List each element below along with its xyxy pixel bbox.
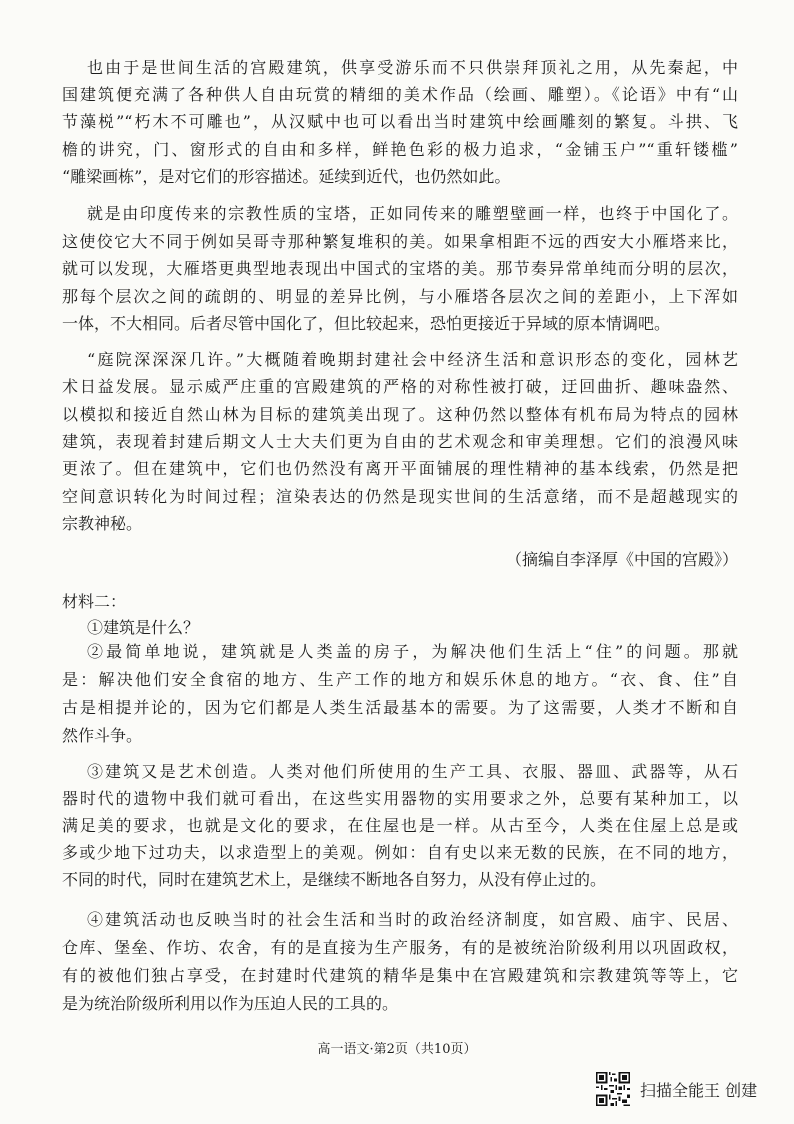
p1-line: 也由于是世间生活的宫殿建筑，供享受游乐而不只供崇拜顶礼之用，从先秦起，中	[87, 58, 738, 77]
p2-line: 一体，不大相同。后者尽管中国化了，但比较起来，恐怕更接近于异域的原本情调吧。	[62, 314, 671, 333]
p2-line: 那每个层次之间的疏朗的、明显的差异比例，与小雁塔各层次之间的差距小，上下浑如	[62, 286, 738, 306]
source-line: （摘编自李泽厚《中国的宫殿》）	[505, 550, 738, 569]
p1-line: 国建筑便充满了各种供人自由玩赏的精细的美术作品（绘画、雕塑）。《论语》中有“山	[62, 85, 738, 105]
p2-line: 就可以发现，大雁塔更典型地表现出中国式的宝塔的美。那节奏异常单纯而分明的层次，	[62, 259, 738, 278]
p3-line: “庭院深深深几许。”大概随着晚期封建社会中经济生活和意识形态的变化，园林艺	[87, 350, 738, 369]
q3-line: ③建筑又是艺术创造。人类对他们所使用的生产工具、衣服、器皿、武器等，从石	[87, 762, 738, 781]
q3-line: 多或少地下过功夫，以求造型上的美观。例如：自有史以来无数的民族，在不同的地方，	[62, 843, 738, 862]
q4-line: 有的被他们独占享受，在封建时代建筑的精华是集中在宫殿建筑和宗教建筑等等上，它	[62, 966, 738, 985]
p2-line: 这使佼它大不同于例如吴哥寺那种繁复堆积的美。如果拿相距不远的西安大小雁塔来比，	[62, 231, 738, 251]
q2-line: ②最简单地说，建筑就是人类盖的房子，为解决他们生活上“住”的问题。那就	[87, 642, 738, 661]
q1-line: ①建筑是什么？	[87, 618, 200, 637]
material2-line: 材料二：	[62, 592, 127, 611]
p2-line: 就是由印度传来的宗教性质的宝塔，正如同传来的雕塑壁画一样，也终于中国化了。	[87, 204, 738, 223]
qr-code-icon	[596, 1072, 630, 1106]
q2-line: 然作斗争。	[62, 726, 143, 745]
p3-line: 空间意识转化为时间过程；渲染表达的仍然是现实世间的生活意绪，而不是超越现实的	[62, 486, 738, 506]
q4-line: 是为统治阶级所利用以作为压迫人民的工具的。	[62, 994, 399, 1013]
p3-line: 术日益发展。显示威严庄重的宫殿建筑的严格的对称性被打破，迂回曲折、趣味盎然、	[62, 377, 738, 397]
p1-line: “雕梁画栋”，是对它们的形容描述。延续到近代，也仍然如此。	[62, 166, 511, 186]
q2-line: 古是相提并论的，因为它们都是人类生活最基本的需要。为了这需要，人类才不断和自	[62, 698, 738, 717]
q2-line: 是：解决他们安全食宿的地方、生产工作的地方和娱乐休息的地方。“衣、食、住”自	[62, 670, 738, 689]
p3-line: 更浓了。但在建筑中，它们也仍然没有离开平面铺展的理性精神的基本线索，仍然是把	[62, 459, 738, 479]
scanner-label: 扫描全能王 创建	[640, 1080, 758, 1100]
p1-line: 节藻棁”“朽木不可雕也”，从汉赋中也可以看出当时建筑中绘画雕刻的繁复。斗拱、飞	[62, 112, 738, 132]
p3-line: 宗教神秘。	[62, 513, 143, 533]
q3-line: 器时代的遗物中我们就可看出，在这些实用器物的实用要求之外，总要有某种加工，以	[62, 789, 738, 808]
p1-line: 檐的讲究，门、窗形式的自由和多样，鲜艳色彩的极力追求，“金铺玉户”“重轩镂槛”	[62, 139, 738, 159]
scanner-watermark	[596, 1071, 757, 1107]
q4-line: ④建筑活动也反映当时的社会生活和当时的政治经济制度，如宫殿、庙宇、民居、	[87, 910, 738, 929]
p3-line: 以模拟和接近自然山林为目标的建筑美出现了。这种仍然以整体有机布局为特点的园林	[62, 404, 738, 424]
q3-line: 不同的时代，同时在建筑艺术上，是继续不断地各自努力，从没有停止过的。	[62, 870, 607, 889]
p3-line: 建筑，表现着封建后期文人士大夫们更为自由的艺术观念和审美理想。它们的浪漫风味	[62, 431, 738, 451]
page-footer: 高一语文·第2页（共10页）	[317, 1042, 477, 1057]
q3-line: 满足美的要求，也就是文化的要求，在住屋也是一样。从古至今，人类在住屋上总是或	[62, 816, 738, 835]
q4-line: 仓库、堡垒、作坊、农舍，有的是直接为生产服务，有的是被统治阶级利用以巩固政权，	[62, 938, 738, 957]
